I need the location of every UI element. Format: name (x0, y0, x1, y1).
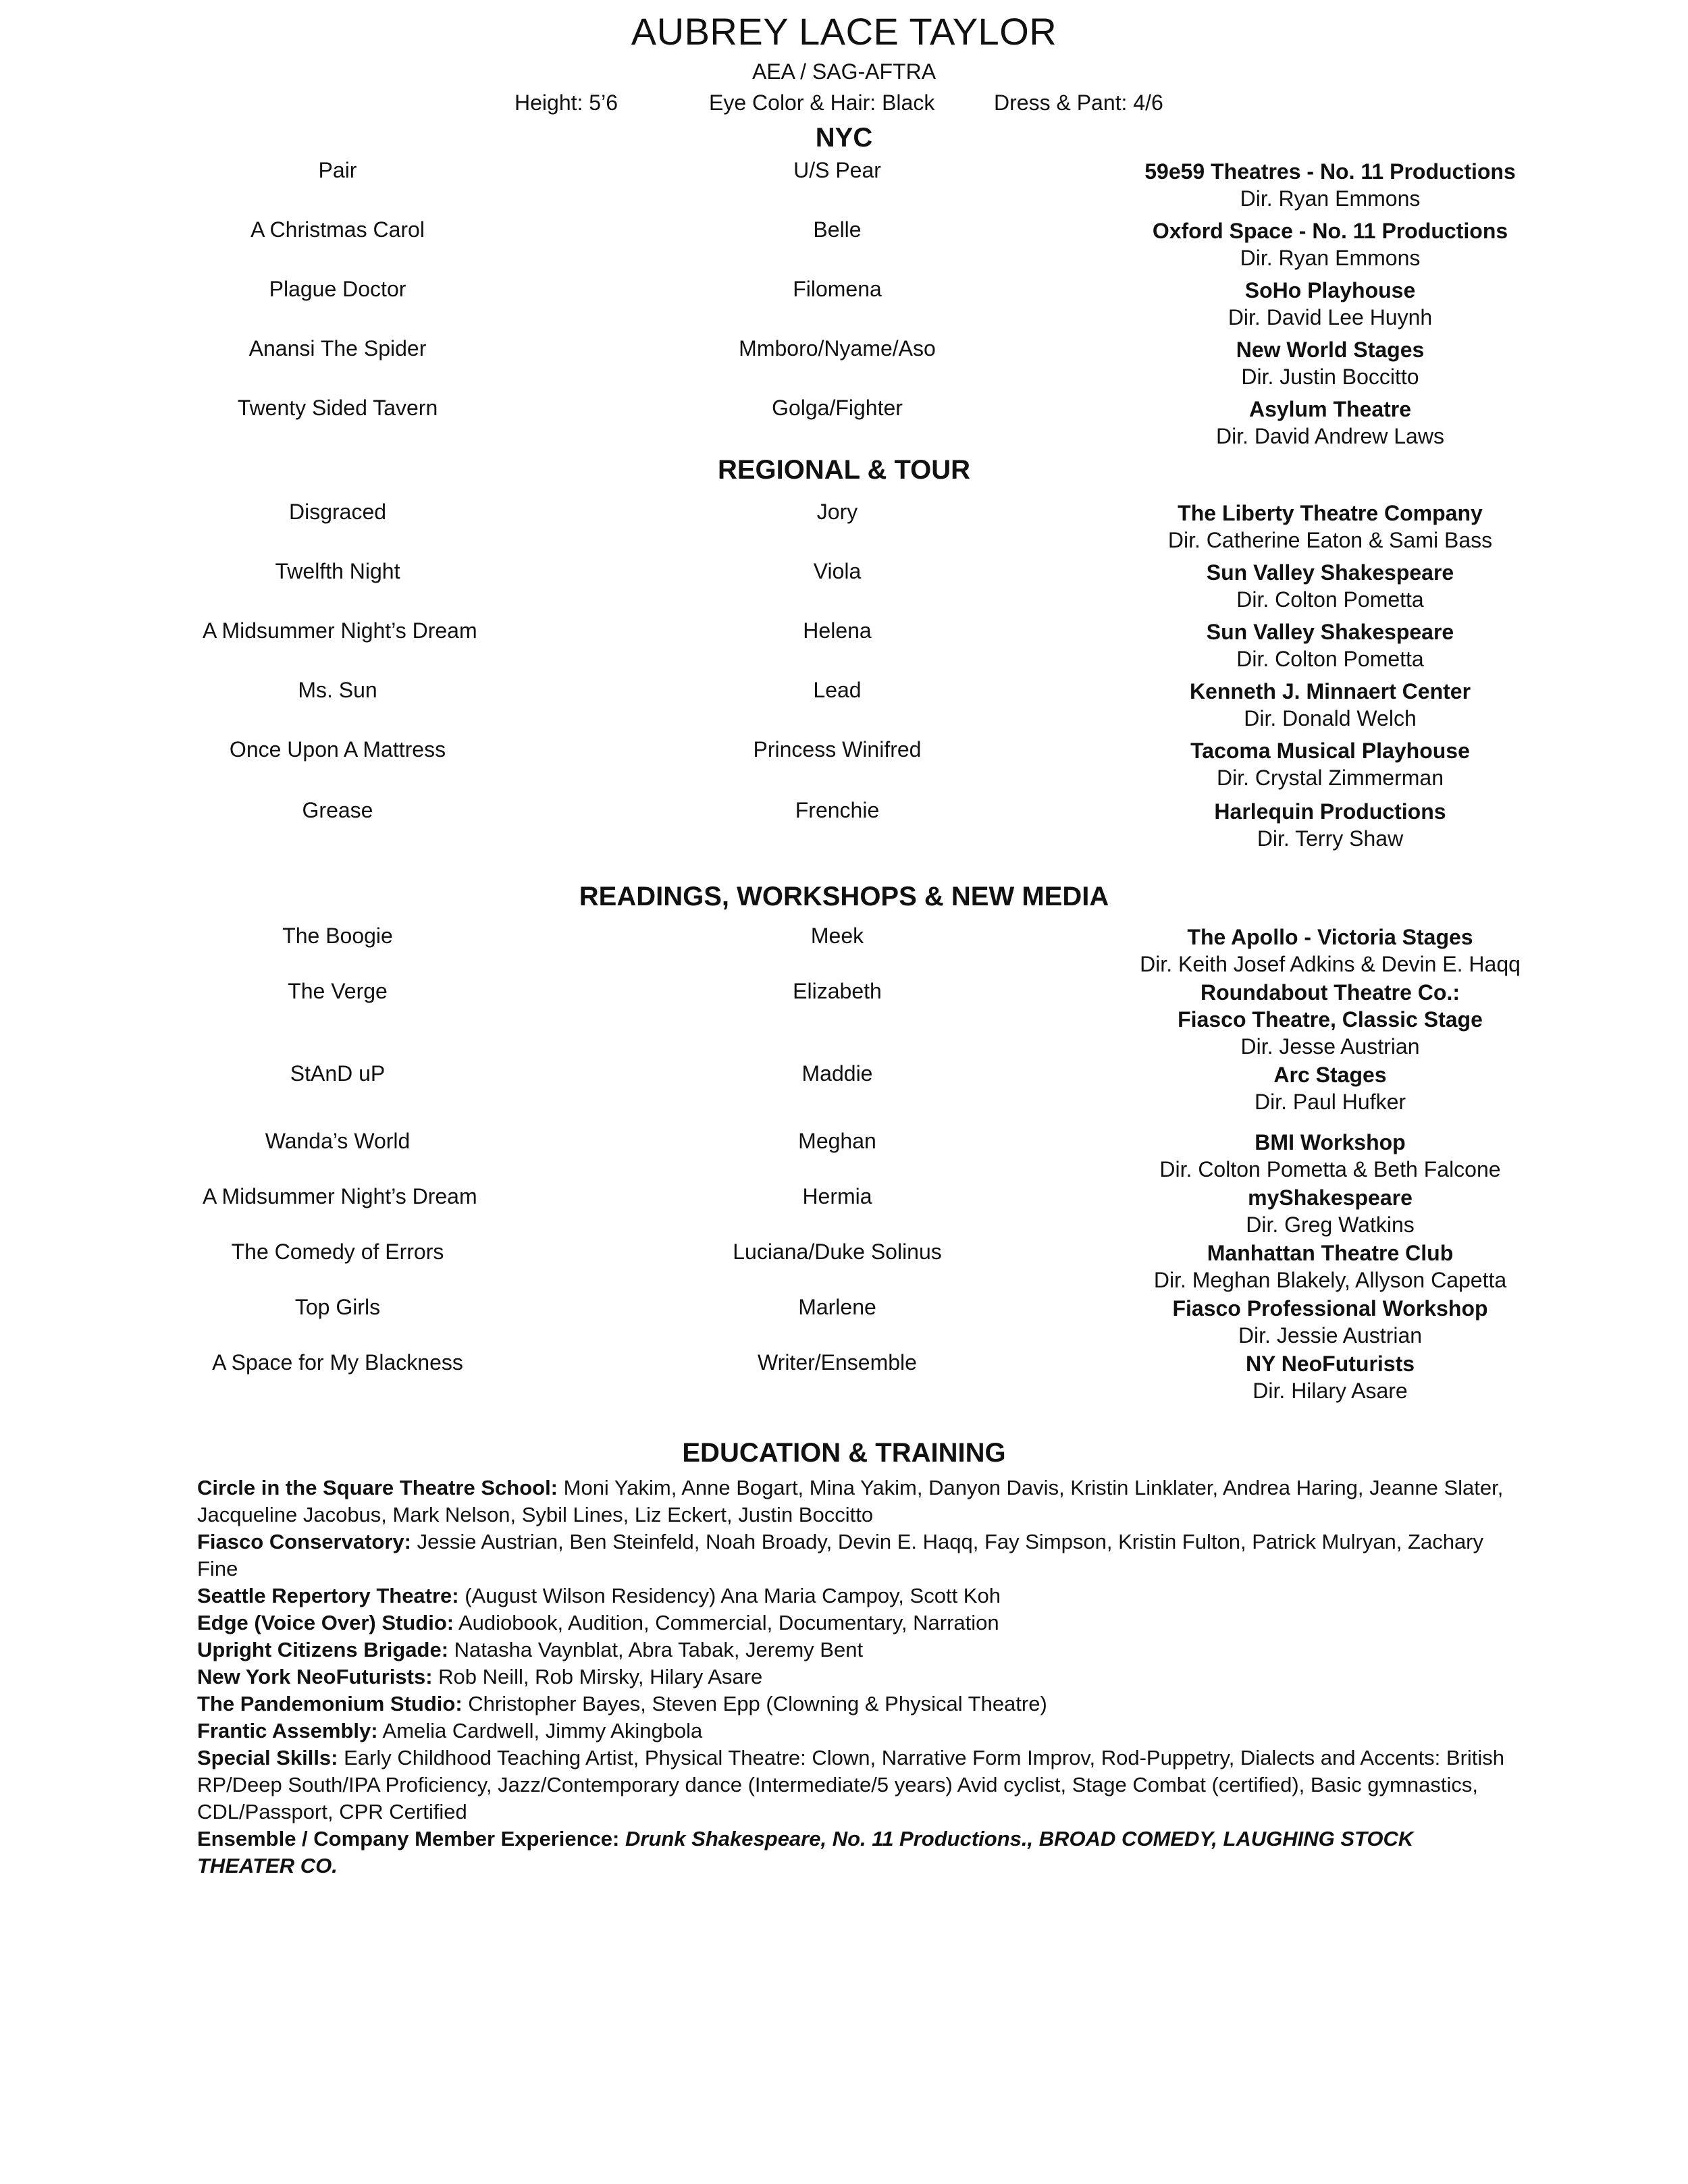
credit-show: Once Upon A Mattress (229, 737, 446, 762)
education-entry-label: Seattle Repertory Theatre: (197, 1584, 459, 1607)
credit-row (0, 277, 1688, 331)
education-entry (197, 1582, 1514, 1609)
credit-venue-block (1107, 1061, 1553, 1115)
credit-director: Dir. Meghan Blakely, Allyson Capetta (1153, 1268, 1507, 1292)
credit-director: Dir. David Lee Huynh (1228, 305, 1433, 329)
credit-show: Anansi The Spider (248, 336, 427, 361)
credit-venue-block (1107, 1240, 1553, 1294)
credit-venue: Fiasco Professional Workshop (1172, 1296, 1488, 1321)
credit-director: Dir. Crystal Zimmerman (1216, 766, 1444, 790)
education-entry (197, 1744, 1514, 1826)
credit-row (0, 559, 1688, 613)
credit-director: Dir. Colton Pometta (1236, 587, 1424, 612)
education-entry-label: Frantic Assembly: (197, 1719, 378, 1742)
credit-show: StAnD uP (290, 1061, 386, 1086)
credit-row (0, 798, 1688, 852)
education-entry (197, 1690, 1514, 1717)
credit-venue: NY NeoFuturists (1245, 1352, 1415, 1376)
credit-venue: 59e59 Theatres - No. 11 Productions (1144, 159, 1516, 184)
credit-show: Twenty Sided Tavern (237, 396, 438, 420)
credit-role: Hermia (802, 1184, 872, 1208)
credit-venue-block (1107, 1350, 1553, 1404)
credit-show: A Midsummer Night’s Dream (203, 618, 477, 643)
credit-venue-block (1107, 737, 1553, 791)
credit-director: Dir. Jesse Austrian (1240, 1034, 1420, 1059)
section-heading-nyc: NYC (815, 123, 873, 153)
credit-role: U/S Pear (793, 158, 881, 182)
credit-role: Princess Winifred (753, 737, 922, 762)
credit-director: Dir. Ryan Emmons (1240, 246, 1421, 270)
education-entry-label: Special Skills: (197, 1746, 338, 1769)
height-stat: Height: 5’6 (515, 90, 618, 115)
credit-row (0, 678, 1688, 732)
credit-role: Meek (810, 924, 864, 948)
credit-show: The Boogie (282, 924, 393, 948)
section-heading-regional: REGIONAL & TOUR (717, 455, 971, 485)
credit-show: Ms. Sun (298, 678, 377, 702)
education-entry-text: Jessie Austrian, Ben Steinfeld, Noah Broady, Devin E. Haqq, Fay Simpson, Kristin Fulton, Patrick Mulryan, Zachary Fine (197, 1530, 1484, 1580)
credit-row (0, 737, 1688, 791)
education-entry (197, 1474, 1514, 1528)
credit-venue-secondary: Fiasco Theatre, Classic Stage (1178, 1007, 1483, 1032)
actor-name: AUBREY LACE TAYLOR (631, 10, 1057, 53)
credit-director: Dir. Keith Josef Adkins & Devin E. Haqq (1140, 952, 1521, 976)
credit-director: Dir. Greg Watkins (1246, 1213, 1415, 1237)
ensemble-experience: Ensemble / Company Member Experience: Drunk Shakespeare, No. 11 Productions., BROAD COMEDY, LAUGHING STOCK THEATER CO. (197, 1827, 1414, 1877)
credit-venue: Kenneth J. Minnaert Center (1189, 679, 1471, 703)
credit-venue-block (1107, 500, 1553, 554)
credit-venue-block (1107, 277, 1553, 331)
credit-venue: Oxford Space - No. 11 Productions (1152, 219, 1508, 243)
credit-venue: myShakespeare (1248, 1186, 1413, 1210)
section-heading-education: EDUCATION & TRAINING (682, 1438, 1006, 1468)
credit-show: Twelfth Night (275, 559, 400, 583)
credit-venue: Harlequin Productions (1214, 799, 1446, 824)
education-entry-text: Christopher Bayes, Steven Epp (Clowning & Physical Theatre) (462, 1692, 1047, 1715)
credit-director: Dir. Jessie Austrian (1238, 1323, 1423, 1348)
credit-row (0, 1061, 1688, 1115)
credit-venue: Sun Valley Shakespeare (1206, 620, 1454, 644)
education-entry (197, 1636, 1514, 1663)
credit-row (0, 1350, 1688, 1404)
credit-director: Dir. Colton Pometta & Beth Falcone (1159, 1157, 1501, 1181)
education-entry-label: Circle in the Square Theatre School: (197, 1476, 558, 1499)
credit-venue-block (1107, 678, 1553, 732)
credit-row (0, 618, 1688, 672)
credit-venue: Asylum Theatre (1248, 397, 1412, 421)
credit-director: Dir. Terry Shaw (1257, 826, 1404, 851)
credit-venue-block (1107, 217, 1553, 271)
credit-director: Dir. Donald Welch (1244, 706, 1417, 730)
credit-director: Dir. Ryan Emmons (1240, 186, 1421, 211)
credit-director: Dir. Catherine Eaton & Sami Bass (1167, 528, 1493, 552)
education-entry-label: Edge (Voice Over) Studio: (197, 1611, 454, 1634)
credit-role: Frenchie (795, 798, 880, 822)
credit-venue: Manhattan Theatre Club (1207, 1241, 1454, 1265)
credit-director: Dir. Justin Boccitto (1241, 365, 1419, 389)
credit-venue-block (1107, 1129, 1553, 1183)
credit-show: Wanda’s World (265, 1129, 411, 1153)
credit-row (0, 1129, 1688, 1183)
credit-row (0, 979, 1688, 1059)
credit-show: Pair (318, 158, 357, 182)
credit-row (0, 1184, 1688, 1238)
credit-role: Writer/Ensemble (758, 1350, 917, 1375)
credit-role: Elizabeth (793, 979, 882, 1003)
credit-show: Disgraced (288, 500, 387, 524)
credit-role: Luciana/Duke Solinus (733, 1240, 942, 1264)
credit-role: Helena (803, 618, 872, 643)
credit-show: A Space for My Blackness (212, 1350, 463, 1375)
education-entry-text: Amelia Cardwell, Jimmy Akingbola (377, 1719, 703, 1742)
credit-role: Jory (816, 500, 858, 524)
education-entry-text: Audiobook, Audition, Commercial, Documentary, Narration (454, 1611, 999, 1634)
credit-director: Dir. Paul Hufker (1254, 1090, 1406, 1114)
education-entry-label: The Pandemonium Studio: (197, 1692, 463, 1715)
credit-venue-block (1107, 1184, 1553, 1238)
credit-venue: Tacoma Musical Playhouse (1190, 739, 1470, 763)
education-entry (197, 1717, 1514, 1744)
credit-venue: Sun Valley Shakespeare (1206, 560, 1454, 585)
credit-venue: Arc Stages (1273, 1063, 1387, 1087)
credit-row (0, 500, 1688, 554)
credit-row (0, 336, 1688, 390)
credit-role: Golga/Fighter (772, 396, 903, 420)
credit-venue: New World Stages (1236, 338, 1425, 362)
credit-venue: The Liberty Theatre Company (1178, 501, 1483, 525)
credit-director: Dir. Colton Pometta (1236, 647, 1424, 671)
education-entry-text: Natasha Vaynblat, Abra Tabak, Jeremy Bent (448, 1638, 864, 1661)
credit-role: Marlene (798, 1295, 876, 1319)
union-affiliations: AEA / SAG-AFTRA (751, 59, 937, 84)
education-entry-text: Early Childhood Teaching Artist, Physical Theatre: Clown, Narrative Form Improv, Rod-Puppetry, Dialects and Accents: British RP/Deep South/IPA Proficiency, Jazz/Contemporary dance (Intermediate/5 years) Avid cyclist, Stage Combat (certified), Basic gymnastics, CDL/Passport, CPR Certified (197, 1746, 1505, 1823)
credit-show: Top Girls (294, 1295, 381, 1319)
credit-row (0, 1240, 1688, 1294)
education-entry (197, 1663, 1514, 1690)
credit-role: Filomena (793, 277, 882, 301)
credit-venue-block (1107, 924, 1553, 978)
credit-role: Meghan (798, 1129, 876, 1153)
credit-row (0, 1295, 1688, 1349)
credit-venue-block (1107, 618, 1553, 672)
credit-row (0, 396, 1688, 450)
credit-venue: The Apollo - Victoria Stages (1187, 925, 1473, 949)
education-entry-text: Rob Neill, Rob Mirsky, Hilary Asare (432, 1665, 763, 1688)
credit-venue-block (1107, 979, 1553, 1060)
credit-venue-block (1107, 559, 1553, 613)
credit-venue-block (1107, 336, 1553, 390)
credit-venue-block (1107, 798, 1553, 852)
education-entry (197, 1528, 1514, 1582)
education-entry-label: Fiasco Conservatory: (197, 1530, 411, 1553)
credit-row (0, 217, 1688, 271)
credit-venue: SoHo Playhouse (1244, 278, 1416, 302)
credit-role: Maddie (801, 1061, 873, 1086)
credit-row (0, 924, 1688, 978)
education-entry-label: New York NeoFuturists: (197, 1665, 433, 1688)
credit-director: Dir. Hilary Asare (1252, 1379, 1408, 1403)
credit-show: Grease (302, 798, 373, 822)
education-entry-text: (August Wilson Residency) Ana Maria Campoy, Scott Koh (458, 1584, 1001, 1607)
credit-venue-block (1107, 158, 1553, 212)
dress-pant-stat: Dress & Pant: 4/6 (994, 90, 1163, 115)
credit-venue: Roundabout Theatre Co.: (1201, 980, 1460, 1005)
credit-venue: BMI Workshop (1255, 1130, 1406, 1154)
credit-show: Plague Doctor (269, 277, 406, 301)
credit-show: A Christmas Carol (250, 217, 425, 242)
education-entry-text: Moni Yakim, Anne Bogart, Mina Yakim, Danyon Davis, Kristin Linklater, Andrea Haring, Jeanne Slater, Jacqueline Jacobus, Mark Nelson, Sybil Lines, Liz Eckert, Justin Boccitto (197, 1476, 1504, 1526)
education-list (197, 1474, 1514, 1880)
credit-show: A Midsummer Night’s Dream (203, 1184, 477, 1208)
credit-venue-block (1107, 396, 1553, 450)
credit-row (0, 158, 1688, 212)
eye-hair-stat: Eye Color & Hair: Black (709, 90, 935, 115)
credit-role: Mmboro/Nyame/Aso (739, 336, 936, 361)
credit-role: Viola (813, 559, 862, 583)
credit-director: Dir. David Andrew Laws (1216, 424, 1444, 448)
education-entry (197, 1609, 1514, 1636)
credit-role: Lead (813, 678, 862, 702)
section-heading-readings: READINGS, WORKSHOPS & NEW MEDIA (579, 882, 1109, 911)
credit-show: The Verge (288, 979, 388, 1003)
credit-show: The Comedy of Errors (231, 1240, 444, 1264)
credit-role: Belle (813, 217, 862, 242)
education-entry-label: Upright Citizens Brigade: (197, 1638, 449, 1661)
credit-venue-block (1107, 1295, 1553, 1349)
